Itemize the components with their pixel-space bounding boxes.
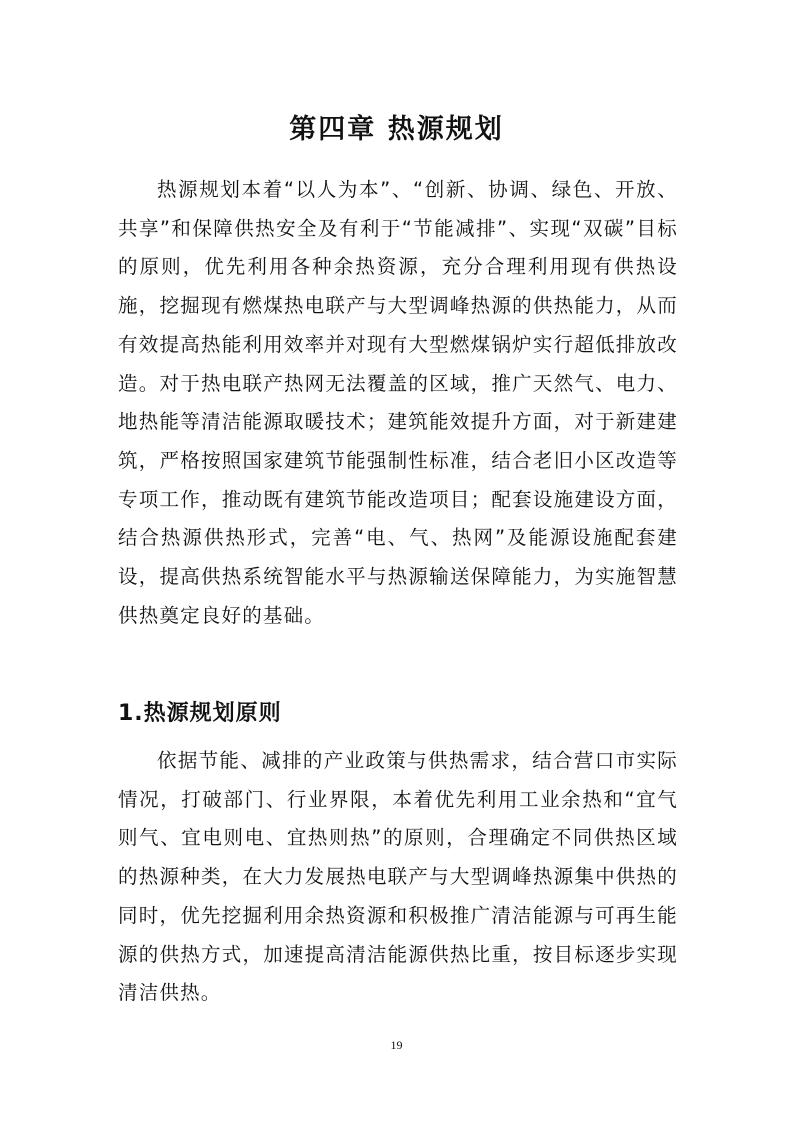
page-number: 19 bbox=[390, 1038, 403, 1052]
section-heading: 1.热源规划原则 bbox=[118, 701, 282, 727]
intro-paragraph: 热源规划本着“以人为本”、“创新、协调、绿色、开放、共享”和保障供热安全及有利于“节能减排”、实现“双碳”目标的原则，优先利用各种余热资源，充分合理利用现有供热设施，挖掘现有燃煤热电联产与大型调峰热源的供热能力，从而有效提高热能利用效率并对现有大型燃煤锅炉实行超低排放改造。对于热电联产热网无法覆盖的区域，推广天然气、电力、地热能等清洁能源取暖技术；建筑能效提升方面，对于新建建筑，严格按照国家建筑节能强制性标准，结合老旧小区改造等专项工作，推动既有建筑节能改造项目；配套设施建设方面，结合热源供热形式，完善“电、气、热网”及能源设施配套建设，提高供热系统智能水平与热源输送保障能力，为实施智慧供热奠定良好的基础。 bbox=[118, 178, 678, 627]
section-paragraph: 依据节能、减排的产业政策与供热需求，结合营口市实际情况，打破部门、行业界限，本着优先利用工业余热和“宜气则气、宜电则电、宜热则热”的原则，合理确定不同供热区域的热源种类，在大力发展热电联产与大型调峰热源集中供热的同时，优先挖掘利用余热资源和积极推广清洁能源与可再生能源的供热方式，加速提高清洁能源供热比重，按目标逐步实现清洁供热。 bbox=[118, 749, 678, 1005]
chapter-title: 第四章 热源规划 bbox=[289, 114, 504, 146]
